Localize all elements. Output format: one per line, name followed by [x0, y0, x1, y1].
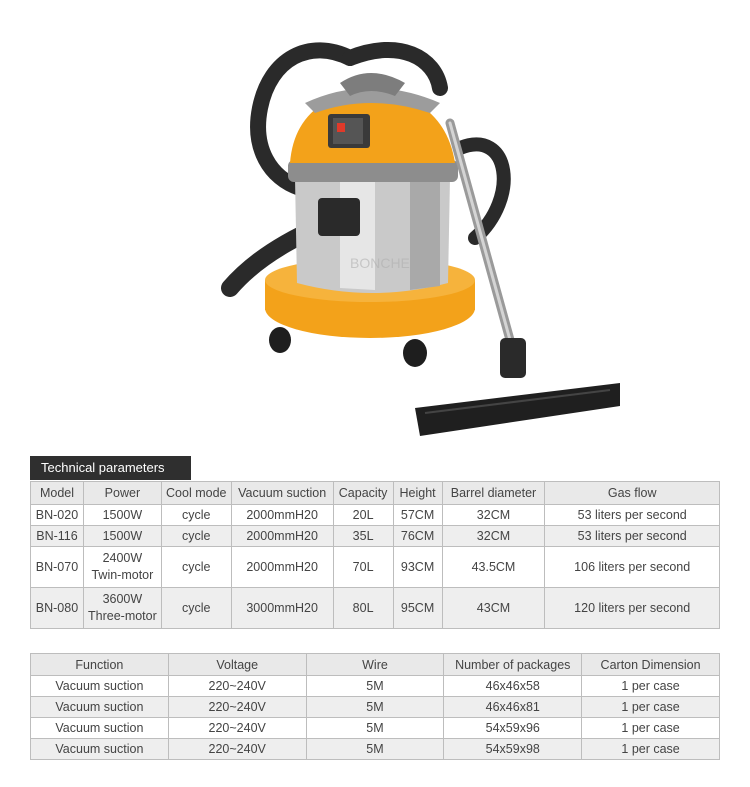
table-cell: 46x46x58	[444, 676, 582, 697]
column-header: Capacity	[333, 482, 393, 505]
table-cell: cycle	[161, 526, 231, 547]
table-cell: 80L	[333, 588, 393, 629]
table-cell: 5M	[306, 739, 444, 760]
table-cell: 57CM	[393, 505, 442, 526]
table-row	[31, 718, 720, 739]
column-header: Voltage	[168, 654, 306, 676]
logo-watermark: BONCHE	[350, 255, 410, 271]
table-cell: 35L	[333, 526, 393, 547]
column-header: Number of packages	[444, 654, 582, 676]
column-header: Wire	[306, 654, 444, 676]
table-cell: 1 per case	[582, 697, 720, 718]
technical-parameters-table	[30, 481, 720, 629]
table-cell: BN-070	[31, 547, 84, 588]
vacuum-cleaner-image	[200, 28, 630, 448]
table-cell: 54x59x96	[444, 718, 582, 739]
table-cell: 2000mmH20	[231, 526, 333, 547]
table-cell: 1 per case	[582, 739, 720, 760]
technical-parameters-title: Technical parameters	[30, 456, 191, 480]
table-cell: 2000mmH20	[231, 547, 333, 588]
table-cell: 1500W	[83, 505, 161, 526]
table-cell: 3000mmH20	[231, 588, 333, 629]
table-cell: 2400W Twin-motor	[83, 547, 161, 588]
table-cell: Vacuum suction	[31, 676, 169, 697]
table-cell: 220~240V	[168, 697, 306, 718]
table-row	[31, 676, 720, 697]
table-cell: 32CM	[442, 505, 545, 526]
table-row	[31, 526, 720, 547]
table-cell: 46x46x81	[444, 697, 582, 718]
table-header-row	[31, 482, 720, 505]
table-cell: 70L	[333, 547, 393, 588]
table-header-row	[31, 654, 720, 676]
table-cell: BN-020	[31, 505, 84, 526]
column-header: Height	[393, 482, 442, 505]
table-cell: 5M	[306, 718, 444, 739]
table-cell: 53 liters per second	[545, 526, 720, 547]
table-cell: 1 per case	[582, 676, 720, 697]
table-cell: 5M	[306, 697, 444, 718]
table-cell: 5M	[306, 676, 444, 697]
table-row	[31, 505, 720, 526]
table-cell: 3600W Three-motor	[83, 588, 161, 629]
table-cell: Vacuum suction	[31, 739, 169, 760]
column-header: Model	[31, 482, 84, 505]
table-cell: 93CM	[393, 547, 442, 588]
table-cell: Vacuum suction	[31, 718, 169, 739]
column-header: Barrel diameter	[442, 482, 545, 505]
table-cell: 20L	[333, 505, 393, 526]
table-cell: 43.5CM	[442, 547, 545, 588]
table-cell: 106 liters per second	[545, 547, 720, 588]
column-header: Cool mode	[161, 482, 231, 505]
table-cell: BN-116	[31, 526, 84, 547]
column-header: Power	[83, 482, 161, 505]
column-header: Vacuum suction	[231, 482, 333, 505]
table-cell: 1500W	[83, 526, 161, 547]
table-cell: 120 liters per second	[545, 588, 720, 629]
package-info-table	[30, 653, 720, 760]
table-row	[31, 547, 720, 588]
table-cell: 53 liters per second	[545, 505, 720, 526]
table-cell: 1 per case	[582, 718, 720, 739]
table-cell: BN-080	[31, 588, 84, 629]
table-cell: 76CM	[393, 526, 442, 547]
column-header: Carton Dimension	[582, 654, 720, 676]
table-cell: 220~240V	[168, 739, 306, 760]
table-cell: 95CM	[393, 588, 442, 629]
table-cell: cycle	[161, 588, 231, 629]
table-cell: cycle	[161, 547, 231, 588]
table-cell: 220~240V	[168, 718, 306, 739]
table-cell: 32CM	[442, 526, 545, 547]
table-cell: 220~240V	[168, 676, 306, 697]
table-cell: Vacuum suction	[31, 697, 169, 718]
table-cell: 2000mmH20	[231, 505, 333, 526]
table-row	[31, 739, 720, 760]
column-header: Function	[31, 654, 169, 676]
table-row	[31, 697, 720, 718]
table-row	[31, 588, 720, 629]
column-header: Gas flow	[545, 482, 720, 505]
table-cell: cycle	[161, 505, 231, 526]
table-cell: 43CM	[442, 588, 545, 629]
table-cell: 54x59x98	[444, 739, 582, 760]
